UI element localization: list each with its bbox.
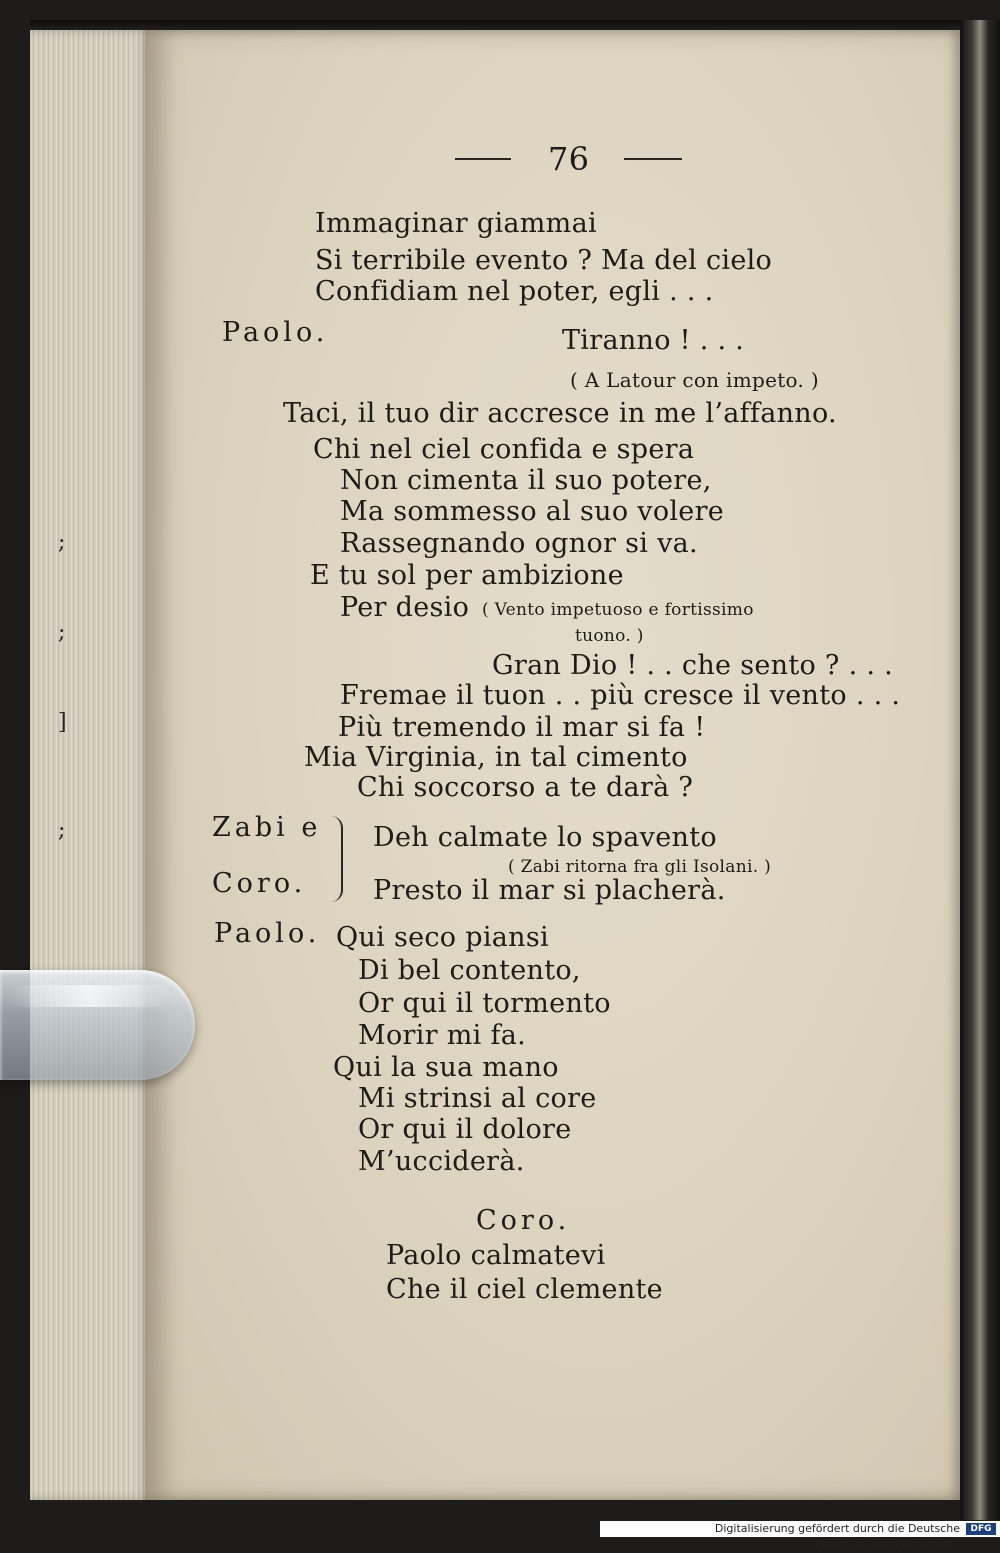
footer-credit: Digitalisierung gefördert durch die Deutsche Forschungsgemeinschaft - [714,1522,960,1551]
margin-mark: ] [58,710,67,735]
header-dash-right [624,158,682,160]
speaker-name: Coro. [212,868,307,899]
speaker-name: Paolo. [214,918,321,949]
book-binding-edge [960,20,1000,1520]
stage-direction: ( Vento impetuoso e fortissimo [482,600,754,620]
text-line: Che il ciel clemente [386,1274,663,1305]
text-line: Si terribile evento ? Ma del cielo [315,245,773,276]
text-line: Qui la sua mano [333,1052,559,1083]
text-line: Non cimenta il suo potere, [340,465,712,496]
text-line: Immaginar giammai [315,208,597,239]
margin-mark: ; [58,818,66,843]
text-line: Taci, il tuo dir accresce in me l’affanno. [283,398,837,429]
text-line: Rassegnando ognor si va. [340,528,698,559]
text-line: Presto il mar si placherà. [373,875,726,906]
page-clip-highlight [10,985,170,1007]
speaker-name: Paolo. [222,317,329,348]
speaker-name: Zabi e [212,812,322,843]
text-line: Più tremendo il mar si fa ! [338,712,706,743]
margin-mark: ; [58,530,66,555]
page-edges [30,30,150,1500]
digitization-footer [600,1521,1000,1551]
text-line: Paolo calmatevi [386,1240,606,1271]
text-line: Or qui il tormento [358,988,611,1019]
text-line: Deh calmate lo spavento [373,822,717,853]
text-line: Di bel contento, [358,955,581,986]
speaker-brace [327,816,343,902]
speaker-name: Coro. [476,1205,571,1236]
text-line: M’ucciderà. [358,1146,525,1177]
text-line: Tiranno ! . . . [562,325,745,356]
text-line: Morir mi fa. [358,1020,527,1051]
text-line: E tu sol per ambizione [310,560,624,591]
text-line: Chi soccorso a te darà ? [357,772,694,803]
text-line: Qui seco piansi [336,922,549,953]
text-line: Chi nel ciel confida e spera [313,434,695,465]
text-line: Ma sommesso al suo volere [340,496,725,527]
text-line: Per desio [340,592,470,623]
text-line: Gran Dio ! . . che sento ? . . . [492,650,893,681]
text-line: Fremae il tuon . . più cresce il vento . . . [340,680,901,711]
text-line: Confidiam nel poter, egli . . . [315,276,714,307]
text-line: Mia Virginia, in tal cimento [304,742,688,773]
stage-direction: tuono. ) [575,626,644,646]
dfg-logo-icon: DFG [966,1523,996,1535]
text-line: Mi strinsi al core [358,1083,597,1114]
stage-direction: ( A Latour con impeto. ) [570,368,819,392]
header-dash-left [455,158,511,160]
text-line: Or qui il dolore [358,1114,572,1145]
margin-mark: ; [58,620,66,645]
stage-direction: ( Zabi ritorna fra gli Isolani. ) [508,857,772,877]
page-number: 76 [548,140,590,178]
